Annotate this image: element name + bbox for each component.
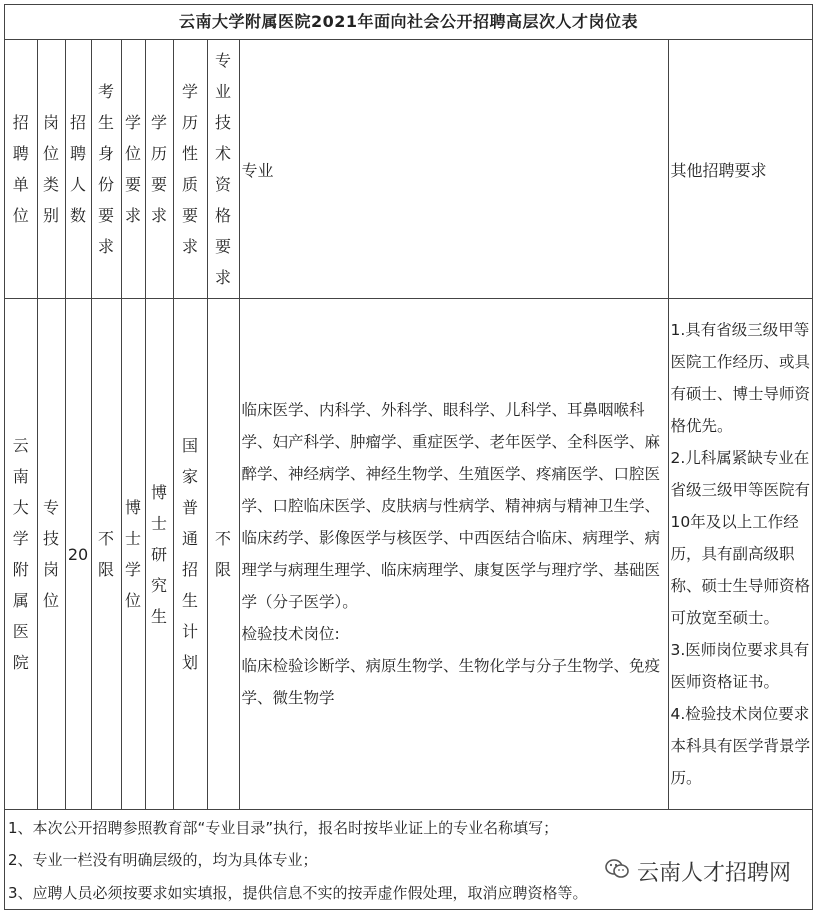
other-requirement-4: 4.检验技术岗位要求本科具有医学背景学历。 (670, 705, 811, 787)
major-lab-title: 检验技术岗位: (241, 625, 340, 643)
header-qualification: 专业技术资格要求 (214, 51, 231, 287)
other-requirement-1: 1.具有省级三级甲等医院工作经历、或具有硕士、博士导师资格优先。 (670, 321, 811, 435)
cell-post-type: 专技岗位 (42, 498, 59, 610)
cell-other (668, 299, 812, 810)
job-table-sheet (4, 4, 813, 910)
other-requirement-2: 2.儿科属紧缺专业在省级三级甲等医院有10年及以上工作经历，具有副高级职称、硕士生导师资格可放宽至硕士。 (670, 449, 811, 627)
header-identity: 考生身份要求 (97, 82, 114, 256)
cell-edu-nature: 国家普通招生计划 (181, 436, 198, 672)
cell-major (239, 299, 668, 810)
cell-unit: 云南大学附属医院 (12, 436, 29, 672)
positions-table (5, 39, 812, 810)
watermark-text: 云南人才招聘网 (636, 861, 791, 886)
header-education: 学历要求 (150, 113, 167, 225)
cell-qualification: 不限 (214, 529, 231, 579)
header-unit: 招聘单位 (12, 113, 29, 225)
header-major: 专业 (241, 160, 274, 180)
note-2: 2、专业一栏没有明确层级的，均为具体专业； (8, 851, 318, 869)
header-other: 其他招聘要求 (670, 160, 767, 180)
data-row (5, 299, 812, 810)
cell-identity: 不限 (97, 529, 114, 579)
cell-count: 20 (65, 299, 91, 810)
cell-degree: 博士学位 (124, 498, 141, 610)
other-requirement-3: 3.医师岗位要求具有医师资格证书。 (670, 641, 810, 691)
note-3: 3、应聘人员必须按要求如实填报，提供信息不实的按弄虚作假处理，取消应聘资格等。 (8, 884, 588, 902)
header-row (5, 40, 812, 299)
watermark (605, 856, 791, 887)
table-title: 云南大学附属医院2021年面向社会公开招聘高层次人才岗位表 (5, 5, 812, 40)
wechat-icon (605, 858, 629, 886)
header-edu-nature: 学历性质要求 (181, 82, 198, 256)
major-lab-list: 临床检验诊断学、病原生物学、生物化学与分子生物学、免疫学、微生物学 (241, 657, 661, 707)
header-degree: 学位要求 (124, 113, 141, 225)
header-post-type: 岗位类别 (42, 113, 59, 225)
note-1: 1、本次公开招聘参照教育部“专业目录”执行，报名时按毕业证上的专业名称填写； (8, 819, 559, 837)
header-count: 招聘人数 (69, 113, 86, 225)
cell-education: 博士研究生 (150, 482, 167, 626)
major-clinical-list: 临床医学、内科学、外科学、眼科学、儿科学、耳鼻咽喉科学、妇产科学、肿瘤学、重症医学、老年医学、全科医学、麻醉学、神经病学、神经生物学、生殖医学、疼痛医学、口腔医学、口腔临床医学、皮肤病与性病学、精神病与精神卫生学、临床药学、影像医学与核医学、中西医结合临床、病理学、病理学与病理生理学、临床病理学、康复医学与理疗学、基础医学（分子医学）。 (241, 401, 661, 611)
